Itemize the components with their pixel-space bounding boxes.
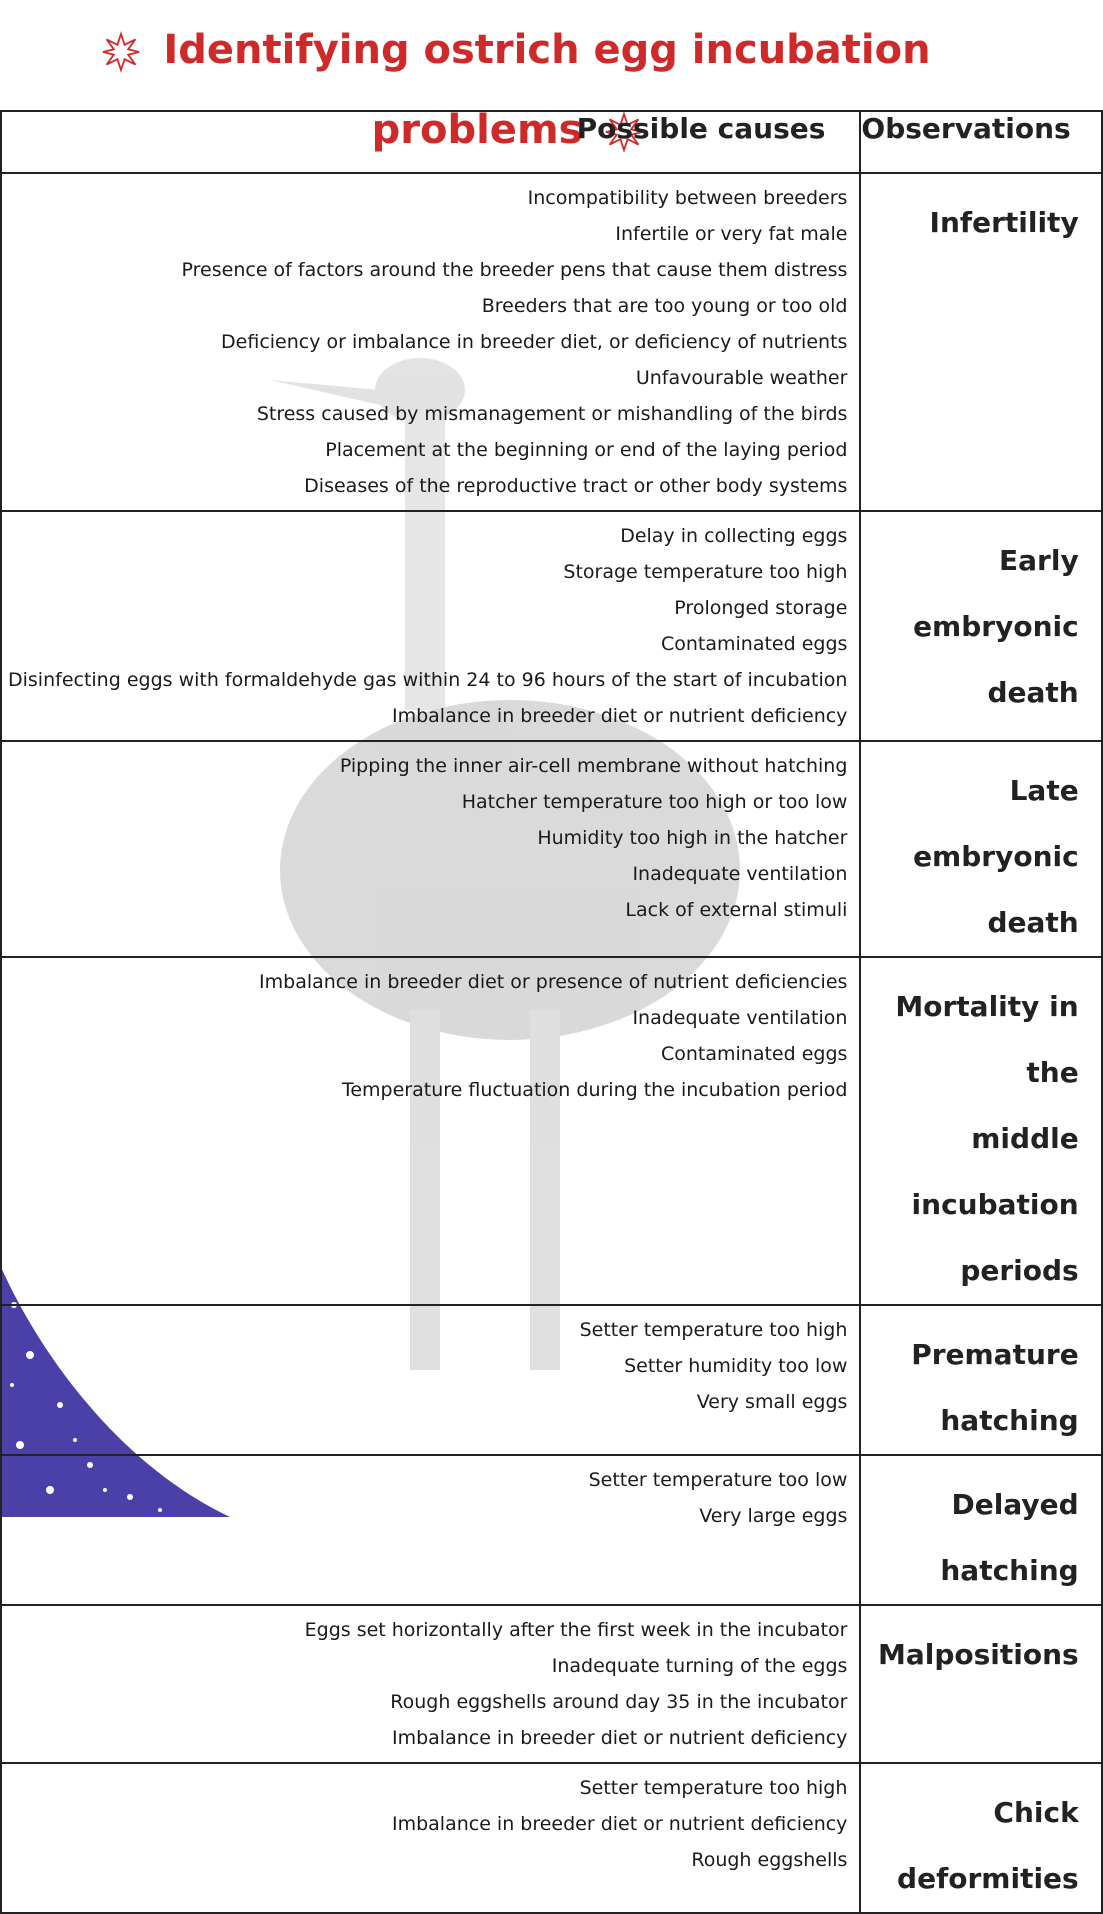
header-observations: Observations bbox=[860, 111, 1101, 173]
observation-cell bbox=[860, 173, 1101, 511]
cause-item: Setter humidity too low bbox=[624, 1355, 848, 1377]
cause-item: Inadequate ventilation bbox=[632, 1007, 848, 1029]
cause-item: Rough eggshells around day 35 in the incubator bbox=[390, 1691, 848, 1713]
cause-item: Very large eggs bbox=[699, 1505, 848, 1527]
causes-cell bbox=[1, 1305, 860, 1455]
observation-label: Premature hatching bbox=[911, 1338, 1079, 1437]
table-row bbox=[1, 173, 1102, 511]
cause-item: Imbalance in breeder diet or presence of nutrient deficiencies bbox=[259, 971, 848, 993]
cause-item: Infertile or very fat male bbox=[615, 223, 848, 245]
observation-cell bbox=[860, 741, 1101, 957]
observation-cell bbox=[860, 1605, 1101, 1763]
cause-item: Incompatibility between breeders bbox=[527, 187, 848, 209]
problems-table bbox=[0, 110, 1103, 1914]
cause-item: Eggs set horizontally after the first week in the incubator bbox=[304, 1619, 848, 1641]
cause-item: Disinfecting eggs with formaldehyde gas within 24 to 96 hours of the start of incubation bbox=[8, 669, 848, 691]
observation-cell bbox=[860, 1763, 1101, 1913]
cause-item: Deficiency or imbalance in breeder diet, or deficiency of nutrients bbox=[221, 331, 848, 353]
observation-label: middle incubation periods bbox=[911, 1122, 1079, 1287]
observation-cell bbox=[860, 1455, 1101, 1605]
causes-cell bbox=[1, 173, 860, 511]
starburst-icon bbox=[103, 34, 139, 70]
causes-cell bbox=[1, 957, 860, 1305]
cause-item: Delay in collecting eggs bbox=[620, 525, 848, 547]
table-row bbox=[1, 1305, 1102, 1455]
cause-item: Imbalance in breeder diet or nutrient deficiency bbox=[391, 705, 848, 727]
cause-item: Setter temperature too high bbox=[579, 1777, 848, 1799]
cause-item: Setter temperature too high bbox=[579, 1319, 848, 1341]
cause-item: Rough eggshells bbox=[691, 1849, 848, 1871]
cause-item: Diseases of the reproductive tract or other body systems bbox=[304, 475, 848, 497]
title-text: Identifying ostrich egg incubation problems bbox=[163, 27, 931, 153]
cause-item: Setter temperature too low bbox=[588, 1469, 848, 1491]
cause-item: Unfavourable weather bbox=[635, 367, 848, 389]
cause-item: Humidity too high in the hatcher bbox=[537, 827, 848, 849]
header-causes: Possible causes bbox=[1, 111, 860, 173]
cause-item: Storage temperature too high bbox=[563, 561, 848, 583]
table-row bbox=[1, 1763, 1102, 1913]
causes-cell bbox=[1, 741, 860, 957]
observation-cell bbox=[860, 511, 1101, 741]
observation-label: Late embryonic death bbox=[913, 774, 1079, 939]
observation-label: Delayed hatching bbox=[940, 1488, 1079, 1587]
causes-cell bbox=[1, 1605, 860, 1763]
observation-label: Malpositions bbox=[877, 1638, 1079, 1671]
causes-cell bbox=[1, 511, 860, 741]
cause-item: Inadequate ventilation bbox=[632, 863, 848, 885]
cause-item: Prolonged storage bbox=[674, 597, 848, 619]
table-row bbox=[1, 1455, 1102, 1605]
cause-item: Contaminated eggs bbox=[660, 1043, 848, 1065]
table-row bbox=[1, 741, 1102, 957]
table-row bbox=[1, 1605, 1102, 1763]
cause-item: Imbalance in breeder diet or nutrient deficiency bbox=[391, 1813, 848, 1835]
cause-item: Temperature fluctuation during the incubation period bbox=[341, 1079, 848, 1101]
causes-cell bbox=[1, 1455, 860, 1605]
observation-cell bbox=[860, 957, 1101, 1305]
observation-label: Infertility bbox=[929, 206, 1079, 239]
cause-item: Presence of factors around the breeder pens that cause them distress bbox=[181, 259, 848, 281]
cause-item: Imbalance in breeder diet or nutrient deficiency bbox=[391, 1727, 848, 1749]
observation-cell bbox=[860, 1305, 1101, 1455]
cause-item: Hatcher temperature too high or too low bbox=[461, 791, 848, 813]
observation-label: Early embryonic death bbox=[913, 544, 1079, 709]
observation-label: Mortality in the bbox=[895, 990, 1079, 1089]
cause-item: Very small eggs bbox=[696, 1391, 848, 1413]
table-sheet bbox=[0, 110, 1079, 1895]
cause-item: Lack of external stimuli bbox=[625, 899, 848, 921]
cause-item: Breeders that are too young or too old bbox=[481, 295, 848, 317]
cause-item: Inadequate turning of the eggs bbox=[551, 1655, 848, 1677]
header-row bbox=[1, 111, 1102, 173]
cause-item: Stress caused by mismanagement or mishandling of the birds bbox=[256, 403, 848, 425]
cause-item: Pipping the inner air-cell membrane without hatching bbox=[339, 755, 848, 777]
table-row bbox=[1, 511, 1102, 741]
cause-item: Contaminated eggs bbox=[660, 633, 848, 655]
table-row bbox=[1, 957, 1102, 1305]
observation-label: Chick deformities bbox=[897, 1796, 1079, 1895]
cause-item: Placement at the beginning or end of the laying period bbox=[325, 439, 848, 461]
causes-cell bbox=[1, 1763, 860, 1913]
